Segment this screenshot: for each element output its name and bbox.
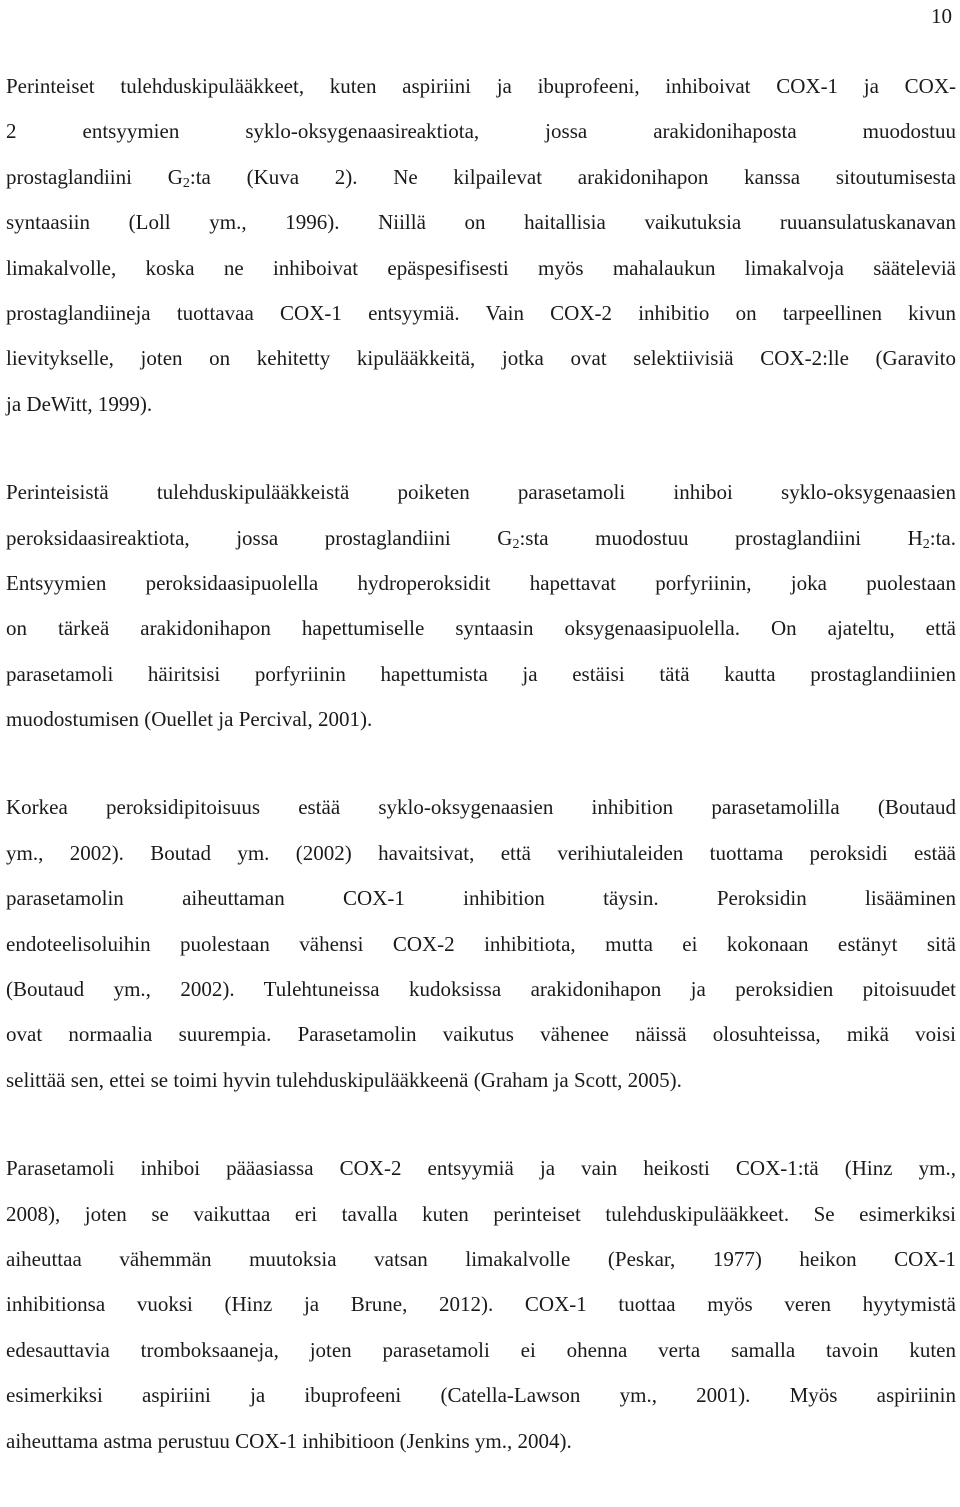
text-line: esimerkiksi aspiriini ja ibuprofeeni (Catella-Lawson ym., 2001). Myös aspiriinin — [6, 1383, 956, 1408]
text-line: aiheuttama astma perustuu COX-1 inhibitioon (Jenkins ym., 2004). — [6, 1428, 572, 1453]
text-line: ym., 2002). Boutad ym. (2002) havaitsivat, että verihiutaleiden tuottama peroksidi estää — [6, 840, 956, 865]
text-line: Perinteiset tulehduskipulääkkeet, kuten aspiriini ja ibuprofeeni, inhiboivat COX-1 ja COX- — [6, 74, 956, 98]
text-line: parasetamolin aiheuttaman COX-1 inhibition täysin. Peroksidin lisääminen — [6, 886, 956, 911]
text-line: parasetamoli häiritsisi porfyriinin hapettumista ja estäisi tätä kautta prostaglandiinien — [6, 661, 956, 686]
text-line: Parasetamoli inhiboi pääasiassa COX-2 entsyymiä ja vain heikosti COX-1:tä (Hinz ym., — [6, 1156, 956, 1181]
text-line: prostaglandiini $G_2:ta$ (Kuva 2). Ne kilpailevat arakidonihapon kanssa sitoutumisesta — [6, 164, 956, 191]
text-line: aiheuttaa vähemmän muutoksia vatsan limakalvolle (Peskar, 1977) heikon COX-1 — [6, 1246, 956, 1271]
text-line: muodostumisen (Ouellet ja Percival, 2001). — [6, 707, 373, 732]
text-line: 2 entsyymien syklo-oksygenaasireaktiota, jossa arakidonihaposta muodostuu — [6, 119, 956, 144]
text-line: syntaasiin (Loll ym., 1996). Niillä on haitallisia vaikutuksia ruuansulatuskanavan — [6, 210, 956, 235]
text-line: on tärkeä arakidonihapon hapettumiselle syntaasin oksygenaasipuolella. On ajateltu, että — [6, 616, 956, 641]
text-line: Korkea peroksidipitoisuus estää syklo-oksygenaasien inhibition parasetamolilla (Boutaud — [6, 795, 956, 820]
paragraph — [6, 470, 956, 742]
document-body — [6, 64, 956, 1507]
text-line: edesauttavia tromboksaaneja, joten parasetamoli ei ohenna verta samalla tavoin kuten — [6, 1337, 956, 1362]
text-line: peroksidaasireaktiota, jossa prostaglandiini $G_2:sta$ muodostuu prostaglandiini $H_2:ta$. — [6, 525, 956, 552]
paragraph — [6, 1146, 956, 1464]
text-line: selittää sen, ettei se toimi hyvin tulehduskipulääkkeenä (Graham ja Scott, 2005). — [6, 1067, 682, 1092]
text-line: limakalvolle, koska ne inhiboivat epäspesifisesti myös mahalaukun limakalvoja sääteleviä — [6, 255, 956, 280]
text-line: (Boutaud ym., 2002). Tulehtuneissa kudoksissa arakidonihapon ja peroksidien pitoisuudet — [6, 977, 956, 1002]
text-line: lievitykselle, joten on kehitetty kipulääkkeitä, jotka ovat selektiivisiä COX-2:lle (Garavito — [6, 346, 956, 371]
page-number: 10 — [931, 4, 952, 28]
text-line: endoteelisoluihin puolestaan vähensi COX-2 inhibitiota, mutta ei kokonaan estänyt sitä — [6, 931, 956, 956]
text-line: Perinteisistä tulehduskipulääkkeistä poiketen parasetamoli inhiboi syklo-oksygenaasien — [6, 480, 956, 505]
paragraph — [6, 64, 956, 427]
text-line: ja DeWitt, 1999). — [6, 391, 153, 416]
text-line: inhibitionsa vuoksi (Hinz ja Brune, 2012). COX-1 tuottaa myös veren hyytymistä — [6, 1292, 956, 1317]
paragraph — [6, 785, 956, 1103]
text-line: prostaglandiineja tuottavaa COX-1 entsyymiä. Vain COX-2 inhibitio on tarpeellinen kivun — [6, 300, 956, 325]
text-line: 2008), joten se vaikuttaa eri tavalla kuten perinteiset tulehduskipulääkkeet. Se esimerkiksi — [6, 1201, 956, 1226]
text-line: Entsyymien peroksidaasipuolella hydroperoksidit hapettavat porfyriinin, joka puolestaan — [6, 570, 956, 595]
text-line: ovat normaalia suurempia. Parasetamolin vaikutus vähenee näissä olosuhteissa, mikä voisi — [6, 1022, 956, 1047]
